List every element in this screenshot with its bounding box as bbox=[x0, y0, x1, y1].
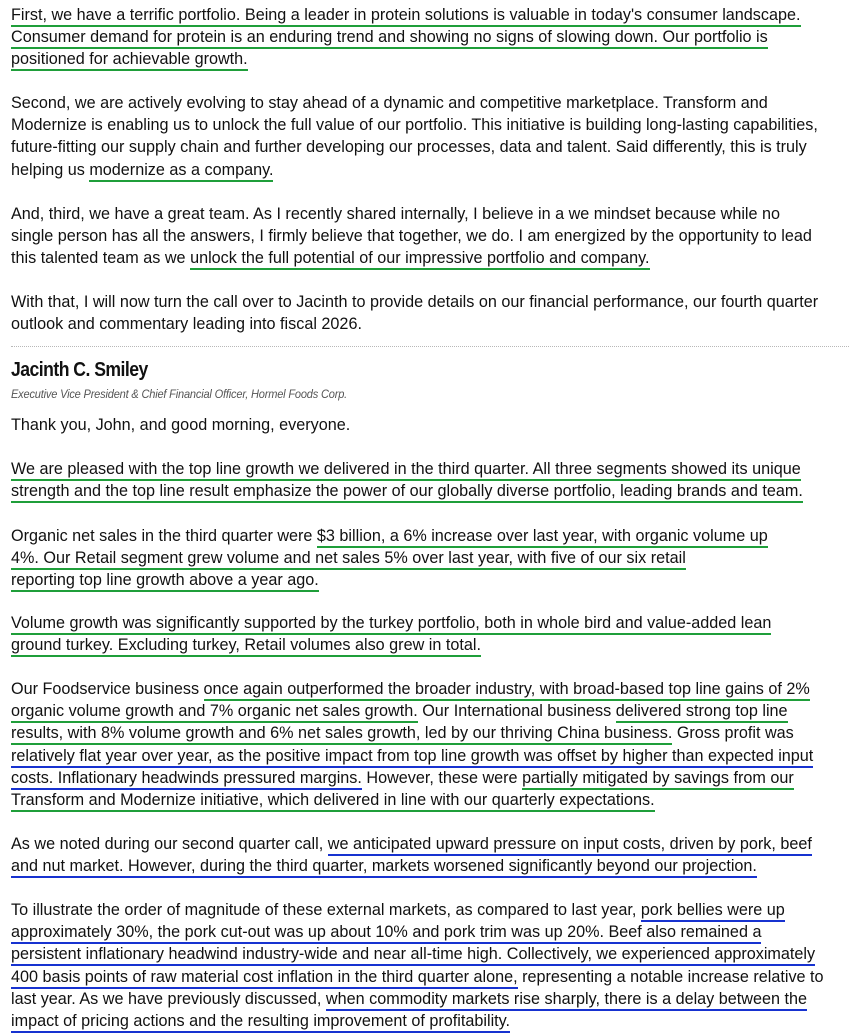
paragraph-transform bbox=[11, 92, 851, 181]
highlight-green: partially mitigated by savings from our bbox=[522, 769, 794, 790]
highlight-green: positioned for achievable growth. bbox=[11, 50, 248, 71]
text-line: With that, I will now turn the call over to Jacinth to provide details on our financial performance, our fourth quarter bbox=[11, 293, 819, 311]
highlight-green: modernize as a company. bbox=[89, 161, 273, 182]
speaker-name: Jacinth C. Smiley bbox=[11, 359, 148, 381]
text-line: outlook and commentary leading into fiscal 2026. bbox=[11, 315, 362, 334]
text-line: Second, we are actively evolving to stay ahead of a dynamic and competitive marketplace. Transform and bbox=[11, 94, 768, 112]
text-segment: representing a notable increase relative to bbox=[517, 967, 824, 986]
text-line: Thank you, John, and good morning, everyone. bbox=[11, 416, 351, 434]
speaker-title: Executive Vice President & Chief Financial Officer, Hormel Foods Corp. bbox=[11, 387, 348, 401]
paragraph-topline bbox=[11, 458, 851, 502]
text-line: And, third, we have a great team. As I recently shared internally, I believe in a we mindset because while no bbox=[11, 205, 781, 223]
text-segment: this talented team as we bbox=[11, 249, 191, 268]
highlight-blue: 400 basis points of raw material cost inflation in the third quarter alone, bbox=[11, 968, 518, 989]
highlight-green: results, with 8% volume growth and 6% net sales growth, led by our thriving China business. bbox=[11, 724, 672, 745]
highlight-green: strength and the top line result emphasize the power of our globally diverse portfolio, leading brands and team. bbox=[11, 482, 803, 503]
highlight-blue: approximately 30%, the pork cut-out was up about 10% and pork trim was up 20%. bbox=[11, 923, 604, 944]
highlight-green: organic volume growth and 7% organic net sales growth. bbox=[11, 702, 418, 723]
paragraph-portfolio bbox=[11, 4, 851, 71]
text-segment: To illustrate the order of magnitude of these external markets, as compared to last year, bbox=[11, 901, 641, 919]
paragraph-team bbox=[11, 203, 851, 270]
text-line: future-fitting our supply chain and further developing our processes, data and talent. Said differently, this is truly bbox=[11, 138, 807, 157]
text-segment: Organic net sales in the third quarter were bbox=[11, 527, 317, 545]
highlight-blue: we anticipated upward pressure on input costs, driven by pork, beef bbox=[328, 835, 812, 856]
text-segment: Our Foodservice business bbox=[11, 680, 204, 698]
highlight-blue: Beef also remained a bbox=[604, 923, 761, 944]
highlight-blue: relatively flat year over year, as the positive impact from top line growth was offset by higher than expected input bbox=[11, 747, 813, 768]
highlight-green: 4%. Our Retail segment grew volume and net sales 5% over last year, with five of our six retail bbox=[11, 549, 686, 570]
highlight-green: Transform and Modernize initiative, which delivered in line with our quarterly expectations. bbox=[11, 791, 655, 812]
section-divider bbox=[11, 346, 849, 347]
highlight-green: $3 billion, a 6% increase over last year, with organic volume up bbox=[317, 527, 768, 548]
paragraph-volume-growth bbox=[11, 612, 851, 656]
highlight-green: Volume growth was significantly supported by the turkey portfolio, both in whole bird and value-added lean bbox=[11, 614, 771, 635]
highlight-blue: and nut market. However, during the third quarter, markets worsened significantly beyond our projection. bbox=[11, 857, 757, 878]
highlight-blue: impact of pricing actions and the resulting improvement of profitability. bbox=[11, 1012, 510, 1033]
text-segment: helping us bbox=[11, 160, 90, 179]
highlight-green: We are pleased with the top line growth we delivered in the third quarter. All three segments showed its unique bbox=[11, 460, 801, 481]
highlight-green: once again outperformed the broader industry, with broad-based top line gains of 2% bbox=[204, 680, 810, 701]
highlight-green: delivered strong top line bbox=[616, 702, 788, 723]
highlight-blue: persistent inflationary headwind industry-wide and near all-time high. Collectively, we experienced approximately bbox=[11, 945, 815, 966]
highlight-green: First, we have a terrific portfolio. Being a leader in protein solutions is valuable in today's consumer landscape. bbox=[11, 6, 801, 27]
highlight-green: ground turkey. Excluding turkey, Retail volumes also grew in total. bbox=[11, 636, 481, 657]
text-segment: However, these were bbox=[361, 768, 523, 787]
paragraph-external-markets bbox=[11, 899, 851, 1032]
highlight-blue: when commodity markets rise sharply, there is a delay between the bbox=[326, 990, 807, 1011]
highlight-green: reporting top line growth above a year ago. bbox=[11, 571, 319, 592]
highlight-blue: pork bellies were up bbox=[641, 901, 785, 922]
paragraph-foodservice bbox=[11, 678, 851, 811]
text-line: single person has all the answers, I firmly believe that together, we do. I am energized by the opportunity to lead bbox=[11, 227, 812, 246]
text-line: Modernize is enabling us to unlock the full value of our portfolio. This initiative is building long-lasting capabilities, bbox=[11, 116, 818, 135]
paragraph-organic-sales bbox=[11, 525, 851, 592]
paragraph-handover bbox=[11, 291, 851, 335]
text-segment: As we noted during our second quarter call, bbox=[11, 835, 328, 853]
paragraph-input-costs bbox=[11, 833, 851, 877]
text-segment: Our International business bbox=[417, 702, 616, 721]
highlight-blue: costs. Inflationary headwinds pressured margins. bbox=[11, 769, 362, 790]
text-segment: last year. As we have previously discussed, bbox=[11, 989, 326, 1008]
paragraph-greeting bbox=[11, 414, 851, 436]
text-segment: Gross profit was bbox=[672, 724, 794, 743]
highlight-green: Consumer demand for protein is an enduring trend and showing no signs of slowing down. Our portfolio is bbox=[11, 28, 768, 49]
highlight-green: unlock the full potential of our impressive portfolio and company. bbox=[190, 249, 650, 270]
